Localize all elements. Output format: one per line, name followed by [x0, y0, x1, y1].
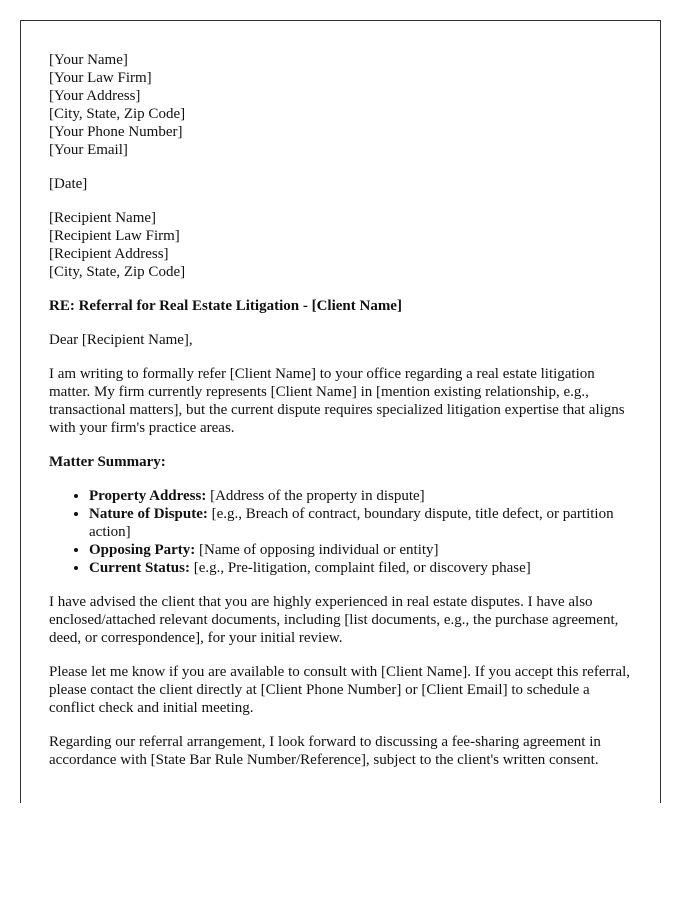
- recipient-city: [City, State, Zip Code]: [49, 264, 186, 280]
- fee-paragraph: Regarding our referral arrangement, I look forward to discussing a fee-sharing agreement in accordance with [State Bar Rule Number/Reference], subject to the client's written consent.: [49, 734, 601, 768]
- documents-paragraph: I have advised the client that you are highly experienced in real estate disputes. I have also enclosed/attached relevant documents, including [list documents, e.g., the purchase agreement, deed, or correspondence], for your initial review.: [49, 594, 619, 646]
- list-item: [89, 487, 632, 505]
- contact-paragraph: Please let me know if you are available to consult with [Client Name]. If you accept this referral, please contact the client directly at [Client Phone Number] or [Client Email] to schedule a conflict check and initial meeting.: [49, 664, 631, 716]
- sender-city: [City, State, Zip Code]: [49, 106, 186, 122]
- item-value: [e.g., Pre-litigation, complaint filed, or discovery phase]: [189, 560, 531, 576]
- intro-paragraph: I am writing to formally refer [Client Name] to your office regarding a real estate litigation matter. My firm currently represents [Client Name] in [mention existing relationship, e.g., transactional matters], but the current dispute requires specialized litigation expertise that aligns with your firm's practice areas.: [49, 366, 625, 436]
- salutation: Dear [Recipient Name],: [49, 332, 193, 348]
- list-item: [89, 559, 632, 577]
- item-label: Property Address:: [89, 488, 207, 504]
- matter-summary-list: [49, 487, 632, 577]
- sender-email: [Your Email]: [49, 142, 128, 158]
- sender-firm: [Your Law Firm]: [49, 70, 152, 86]
- sender-name: [Your Name]: [49, 52, 128, 68]
- recipient-name: [Recipient Name]: [49, 210, 157, 226]
- list-item: [89, 541, 632, 559]
- recipient-address: [Recipient Address]: [49, 246, 169, 262]
- list-item: [89, 505, 632, 541]
- item-label: Nature of Dispute:: [89, 506, 208, 522]
- recipient-firm: [Recipient Law Firm]: [49, 228, 180, 244]
- sender-phone: [Your Phone Number]: [49, 124, 183, 140]
- sender-address: [Your Address]: [49, 88, 141, 104]
- item-label: Current Status:: [89, 560, 190, 576]
- date: [Date]: [49, 176, 88, 192]
- summary-heading: Matter Summary:: [49, 454, 166, 470]
- recipient-block: [49, 209, 632, 281]
- item-value: [Address of the property in dispute]: [206, 488, 425, 504]
- letter-page: [20, 20, 661, 803]
- item-value: [e.g., Breach of contract, boundary dispute, title defect, or partition action]: [89, 506, 614, 540]
- sender-block: [49, 51, 632, 159]
- item-value: [Name of opposing individual or entity]: [195, 542, 439, 558]
- subject-line: RE: Referral for Real Estate Litigation - [Client Name]: [49, 298, 402, 314]
- item-label: Opposing Party:: [89, 542, 196, 558]
